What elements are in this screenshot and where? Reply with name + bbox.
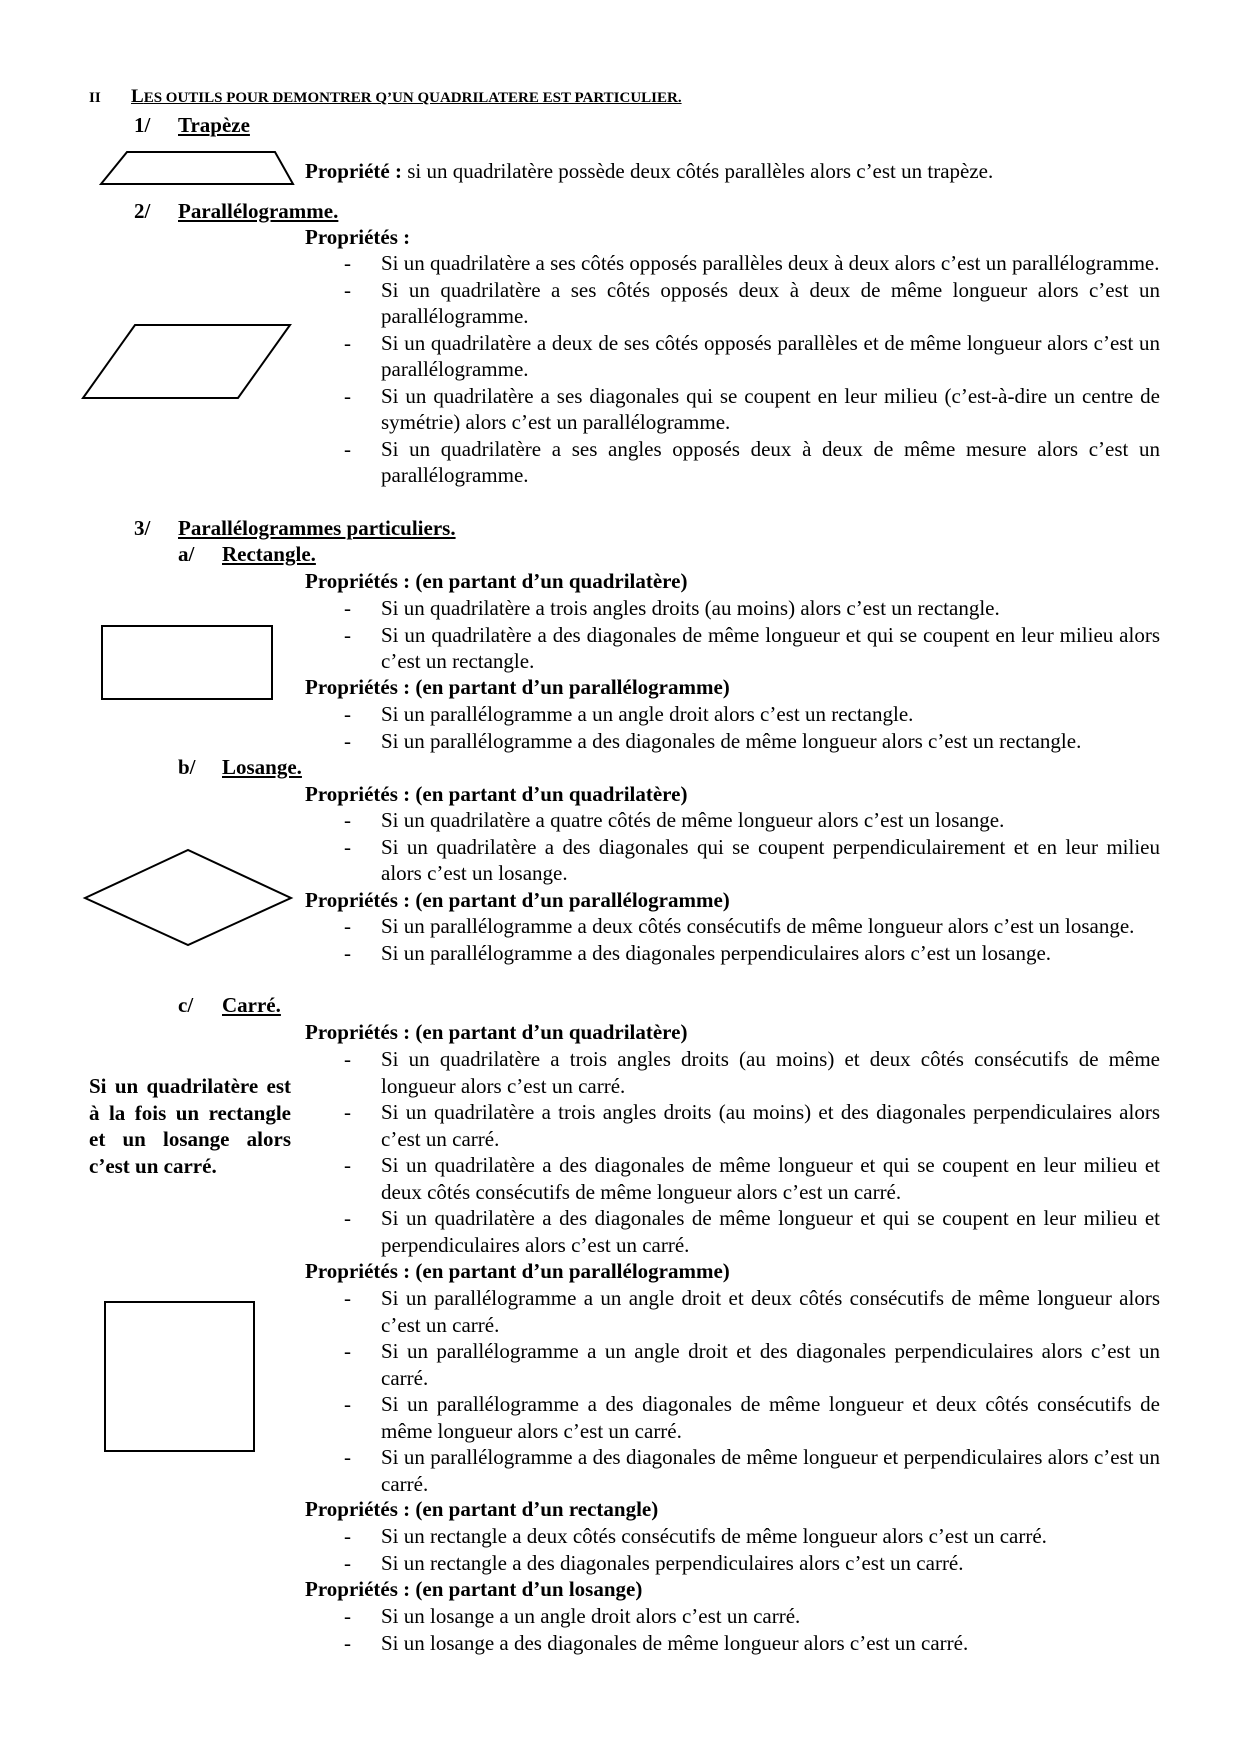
parallelogram-properties-heading: Propriétés : bbox=[305, 225, 411, 249]
list-item: - Si un quadrilatère a quatre côtés de même longueur alors c’est un losange. bbox=[344, 808, 1005, 832]
list-item: - Si un quadrilatère a ses côtés opposés parallèles deux à deux alors c’est un parallélogramme. bbox=[344, 251, 1160, 275]
list-item: - Si un quadrilatère a deux de ses côtés opposés parallèles et de même longueur alors c’est un parallélogramme. bbox=[344, 330, 1160, 381]
square-quad-heading: Propriétés : (en partant d’un quadrilatère) bbox=[305, 1020, 688, 1044]
list-item: - Si un losange a des diagonales de même longueur alors c’est un carré. bbox=[344, 1630, 969, 1655]
trapeze-property bbox=[305, 159, 993, 184]
rectangle-para-heading: Propriétés : (en partant d’un parallélogramme) bbox=[305, 675, 730, 699]
rhombus-quad-list bbox=[338, 807, 1160, 887]
trapeze-figure bbox=[101, 152, 293, 184]
subsection-square-title bbox=[178, 993, 281, 1018]
parallelogram-figure bbox=[83, 325, 290, 398]
main-title-text: ES OUTILS POUR DEMONTRER Q’UN QUADRILATERE EST PARTICULIER. bbox=[143, 90, 682, 106]
square-rhombus-heading: Propriétés : (en partant d’un losange) bbox=[305, 1577, 643, 1601]
subsection-rectangle-title bbox=[178, 542, 316, 567]
rectangle-para-list bbox=[338, 701, 1160, 754]
section-special-parallelograms-title bbox=[134, 516, 456, 541]
rectangle-figure bbox=[102, 626, 272, 699]
list-item: - Si un parallélogramme a des diagonales de même longueur et deux côtés consécutifs de même longueur alors c’est un carré. bbox=[344, 1392, 1160, 1443]
list-item: - Si un parallélogramme a deux côtés consécutifs de même longueur alors c’est un losange. bbox=[344, 914, 1135, 938]
list-item: - Si un quadrilatère a des diagonales de même longueur et qui se coupent en leur milieu alors c’est un rectangle. bbox=[344, 622, 1160, 673]
subsection-number: c/ bbox=[178, 993, 194, 1017]
rhombus-para-list bbox=[338, 913, 1160, 966]
section-number: 1/ bbox=[134, 113, 151, 137]
rhombus-quad-heading: Propriétés : (en partant d’un quadrilatère) bbox=[305, 782, 688, 806]
section-parallelogram-title bbox=[134, 199, 338, 224]
section-number: 2/ bbox=[134, 199, 151, 223]
square-para-list bbox=[338, 1285, 1160, 1497]
list-item: - Si un quadrilatère a trois angles droits (au moins) et deux côtés consécutifs de même longueur alors c’est un carré. bbox=[344, 1047, 1160, 1098]
section-title: Trapèze bbox=[178, 113, 250, 137]
square-rhombus-list bbox=[338, 1603, 1160, 1656]
list-item: - Si un parallélogramme a des diagonales de même longueur alors c’est un rectangle. bbox=[344, 728, 1082, 753]
subsection-title: Carré. bbox=[222, 993, 281, 1017]
list-item: - Si un parallélogramme a des diagonales perpendiculaires alors c’est un losange. bbox=[344, 940, 1052, 965]
main-title-initial: L bbox=[131, 86, 144, 107]
subsection-rhombus-title bbox=[178, 755, 302, 780]
list-item: - Si un rectangle a deux côtés consécutifs de même longueur alors c’est un carré. bbox=[344, 1524, 1047, 1548]
subsection-title: Rectangle. bbox=[222, 542, 316, 566]
section-title: Parallélogrammes particuliers. bbox=[178, 516, 456, 540]
square-quad-list bbox=[338, 1046, 1160, 1258]
list-item: - Si un parallélogramme a un angle droit et des diagonales perpendiculaires alors c’est un carré. bbox=[344, 1339, 1160, 1390]
square-note: Si un quadrilatère est à la fois un rectangle et un losange alors c’est un carré. bbox=[89, 1074, 291, 1178]
list-item: - Si un parallélogramme a un angle droit et deux côtés consécutifs de même longueur alors c’est un carré. bbox=[344, 1286, 1160, 1337]
list-item: - Si un quadrilatère a des diagonales de même longueur et qui se coupent en leur milieu et deux côtés consécutifs de même longueur alors c’est un carré. bbox=[344, 1153, 1160, 1204]
list-item: - Si un quadrilatère a trois angles droits (au moins) alors c’est un rectangle. bbox=[344, 596, 1000, 620]
main-title-number: II bbox=[89, 90, 101, 106]
list-item: - Si un quadrilatère a ses côtés opposés deux à deux de même longueur alors c’est un parallélogramme. bbox=[344, 277, 1160, 328]
parallelogram-properties-list bbox=[338, 250, 1160, 489]
list-item: - Si un losange a un angle droit alors c’est un carré. bbox=[344, 1604, 801, 1628]
section-trapeze-title bbox=[134, 113, 250, 138]
rectangle-quad-heading: Propriétés : (en partant d’un quadrilatère) bbox=[305, 569, 688, 593]
list-item: - Si un rectangle a des diagonales perpendiculaires alors c’est un carré. bbox=[344, 1550, 964, 1575]
rhombus-para-heading: Propriétés : (en partant d’un parallélogramme) bbox=[305, 888, 730, 912]
list-item: - Si un quadrilatère a trois angles droits (au moins) et des diagonales perpendiculaires alors c’est un carré. bbox=[344, 1100, 1160, 1151]
subsection-number: b/ bbox=[178, 755, 196, 779]
list-item: - Si un parallélogramme a des diagonales de même longueur et perpendiculaires alors c’est un carré. bbox=[344, 1445, 1160, 1496]
rectangle-quad-list bbox=[338, 595, 1160, 675]
subsection-title: Losange. bbox=[222, 755, 302, 779]
list-item: - Si un quadrilatère a ses angles opposés deux à deux de même mesure alors c’est un parallélogramme. bbox=[344, 436, 1160, 487]
rhombus-figure bbox=[85, 850, 291, 945]
square-rect-list bbox=[338, 1523, 1160, 1576]
list-item: - Si un parallélogramme a un angle droit alors c’est un rectangle. bbox=[344, 702, 914, 726]
trapeze-property-text: si un quadrilatère possède deux côtés parallèles alors c’est un trapèze. bbox=[401, 159, 994, 183]
list-item: - Si un quadrilatère a ses diagonales qui se coupent en leur milieu (c’est-à-dire un centre de symétrie) alors c’est un parallélogramme. bbox=[344, 383, 1160, 434]
trapeze-property-label: Propriété : bbox=[305, 159, 402, 183]
list-item: - Si un quadrilatère a des diagonales qui se coupent perpendiculairement et en leur milieu alors c’est un losange. bbox=[344, 834, 1160, 885]
subsection-number: a/ bbox=[178, 542, 195, 566]
section-title: Parallélogramme. bbox=[178, 199, 339, 223]
main-title bbox=[89, 86, 682, 108]
square-para-heading: Propriétés : (en partant d’un parallélogramme) bbox=[305, 1259, 730, 1283]
square-figure bbox=[105, 1302, 254, 1451]
section-number: 3/ bbox=[134, 516, 151, 540]
list-item: - Si un quadrilatère a des diagonales de même longueur et qui se coupent en leur milieu et perpendiculaires alors c’est un carré. bbox=[344, 1206, 1160, 1257]
square-rect-heading: Propriétés : (en partant d’un rectangle) bbox=[305, 1497, 659, 1521]
